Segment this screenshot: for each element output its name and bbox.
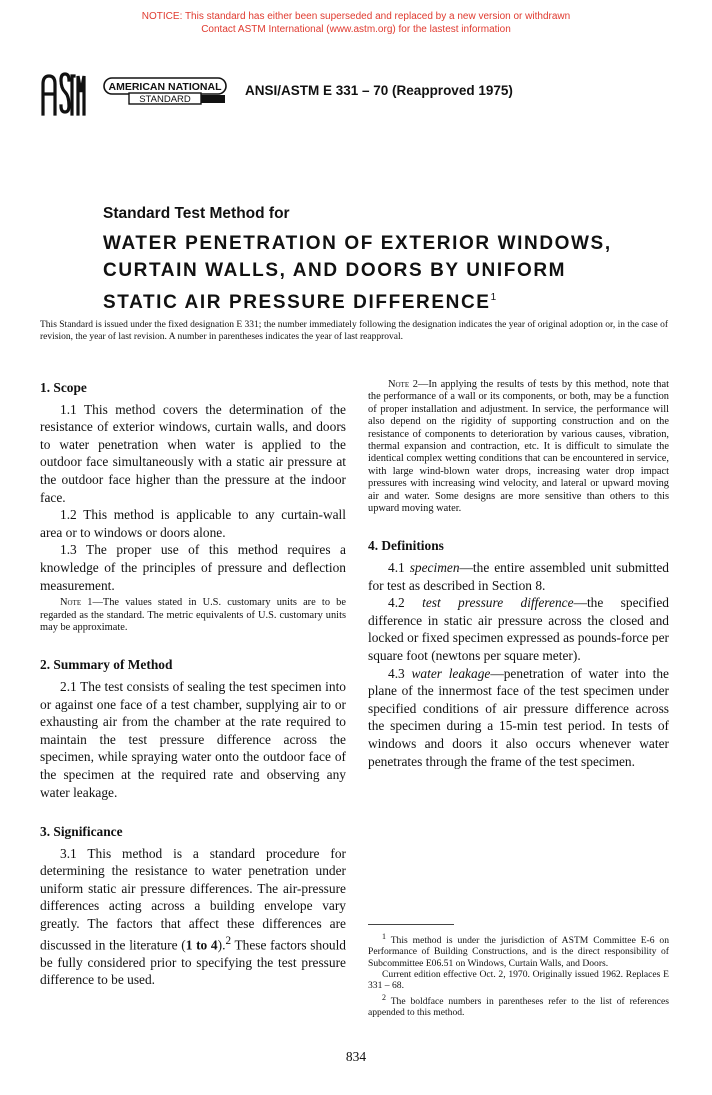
standard-designation: ANSI/ASTM E 331 – 70 (Reapproved 1975) — [245, 83, 513, 98]
title-line-3-text: STATIC AIR PRESSURE DIFFERENCE — [103, 292, 491, 313]
right-column — [368, 379, 669, 770]
significance-footnote-mark: 2 — [225, 934, 232, 947]
significance-text-a: 3.1 This method is a standard procedure for determining the resistance to water penetration under uniform static air pressure differences. The air-pressure differences acting across a building envelope vary greatly. The factors that affect these differences are discussed in the literature ( — [40, 845, 346, 953]
significance-text-b: ). — [217, 937, 226, 953]
footnote-1-mark: 1 — [382, 932, 386, 941]
scope-para-1-3: 1.3 The proper use of this method requires a knowledge of the principles of pressure and deflection measurement. — [40, 542, 346, 593]
significance-ref: 1 to 4 — [185, 937, 218, 953]
note-2 — [368, 379, 669, 515]
preamble: This Standard is issued under the fixed designation E 331; the number immediately following the designation indicates the year of original adoption or, in the case of revision, the year of last revision. A number in parentheses indicates the year of last reapproval. — [40, 320, 668, 342]
section-definitions-heading: 4. Definitions — [368, 538, 444, 554]
title-prefix: Standard Test Method for — [103, 205, 290, 222]
title-footnote-mark: 1 — [490, 292, 497, 303]
ansi-logo — [103, 77, 227, 105]
notice-line-2: Contact ASTM International (www.astm.org) for the lastest information — [201, 24, 511, 35]
page-number: 834 — [345, 1049, 367, 1064]
notice-line-1: NOTICE: This standard has either been superseded and replaced by a new version or withdrawn — [141, 11, 571, 22]
definition-4-1-num: 4.1 — [388, 560, 410, 576]
note-2-label: Note 2 — [388, 379, 418, 390]
significance-para-3-1 — [40, 845, 346, 989]
definition-4-3-text: —penetration of water into the plane of the innermost face of the test specimen under specified conditions of air pressure difference across the specimen during a 15-min test period. In tests of windows and doors it also occurs whenever water penetrates through the frame of the test specimen. — [368, 665, 669, 769]
scope-para-1-1: 1.1 This method covers the determination of the resistance of exterior windows, curtain walls, and doors to water penetration when water is applied to the outdoor face simultaneously with a static air pressure at the outdoor face higher than the pressure at the indoor face. — [40, 401, 346, 505]
notice-banner — [0, 10, 712, 36]
significance-text-c: These factors should be fully considered prior to specifying the test pressure difference to be used. — [40, 937, 347, 988]
note-2-text: —In applying the results of tests by this method, note that the performance of a wall or its components, or both, may be a function of proper installation and adjustment. In service, the performance will also depend on the rigidity of supporting construction and on the resistance of components to deterioration by various causes, vibration, thermal expansion and contraction, etc. It is difficult to simulate the identical complex wetting conditions that can be encountered in service, with large wind-blown water drops, increasing water drop impact pressures with increasing wind velocity, and lateral or upward moving air and water. Some designs are more sensitive than others to this upward moving water. — [368, 379, 669, 515]
footnote-2 — [368, 992, 669, 1019]
note-1-text: —The values stated in U.S. customary units are to be regarded as the standard. The metric equivalents of U.S. customary units may be approximate. — [40, 597, 346, 633]
definition-4-1-term: specimen — [409, 560, 460, 576]
title-line-2: CURTAIN WALLS, AND DOORS BY UNIFORM — [103, 260, 567, 281]
section-summary-heading: 2. Summary of Method — [40, 657, 173, 673]
left-column — [40, 379, 346, 989]
ansi-logo-line2: STANDARD — [139, 94, 191, 105]
definition-4-2-text: —the specified difference in static air pressure across the closed and locked or fixed specimen expressed as pounds-force per square foot (newtons per square meter). — [368, 595, 669, 664]
definition-4-1 — [368, 559, 669, 594]
section-scope-heading: 1. Scope — [40, 380, 87, 395]
definition-4-2 — [368, 594, 669, 664]
title-line-1: WATER PENETRATION OF EXTERIOR WINDOWS, — [103, 233, 612, 254]
astm-logo — [40, 70, 88, 118]
ansi-logo-line1: AMERICAN NATIONAL — [108, 81, 222, 93]
definition-4-1-text: —the entire assembled unit submitted for test as described in Section 8. — [368, 560, 669, 593]
footnote-1 — [368, 931, 669, 969]
note-1 — [40, 597, 346, 634]
definition-4-2-term: test pressure difference — [422, 595, 574, 611]
footnote-1-edition: Current edition effective Oct. 2, 1970. Originally issued 1962. Replaces E 331 – 68. — [368, 969, 669, 992]
definition-4-3-num: 4.3 — [388, 665, 412, 681]
title-line-3 — [103, 284, 703, 316]
summary-para-2-1: 2.1 The test consists of sealing the test specimen into or against one face of a test chamber, supplying air to or exhausting air from the chamber at the rate required to maintain the test pressure difference across the specimen, while spraying water onto the outdoor face of the specimen at the required rate and observing any water leakage. — [40, 678, 346, 800]
definition-4-3 — [368, 665, 669, 771]
footnote-2-mark: 2 — [382, 992, 386, 1002]
scope-para-1-2: 1.2 This method is applicable to any curtain-wall area or to windows or doors alone. — [40, 507, 346, 540]
footnotes — [368, 931, 669, 1018]
footnote-divider — [368, 924, 454, 925]
definition-4-3-term: water leakage — [411, 665, 491, 681]
definition-4-2-num: 4.2 — [388, 595, 423, 611]
footnote-1-text: This method is under the jurisdiction of ASTM Committee E-6 on Performance of Building Constructions, and is the direct responsibility of Subcommittee E06.51 on Windows, Curtain Walls, and Doors. — [368, 935, 669, 969]
note-1-label: Note 1 — [60, 597, 93, 609]
footnote-2-text: The boldface numbers in parentheses refer to the list of references appended to this method. — [368, 995, 669, 1019]
section-significance-heading: 3. Significance — [40, 824, 123, 840]
document-title — [103, 230, 703, 316]
